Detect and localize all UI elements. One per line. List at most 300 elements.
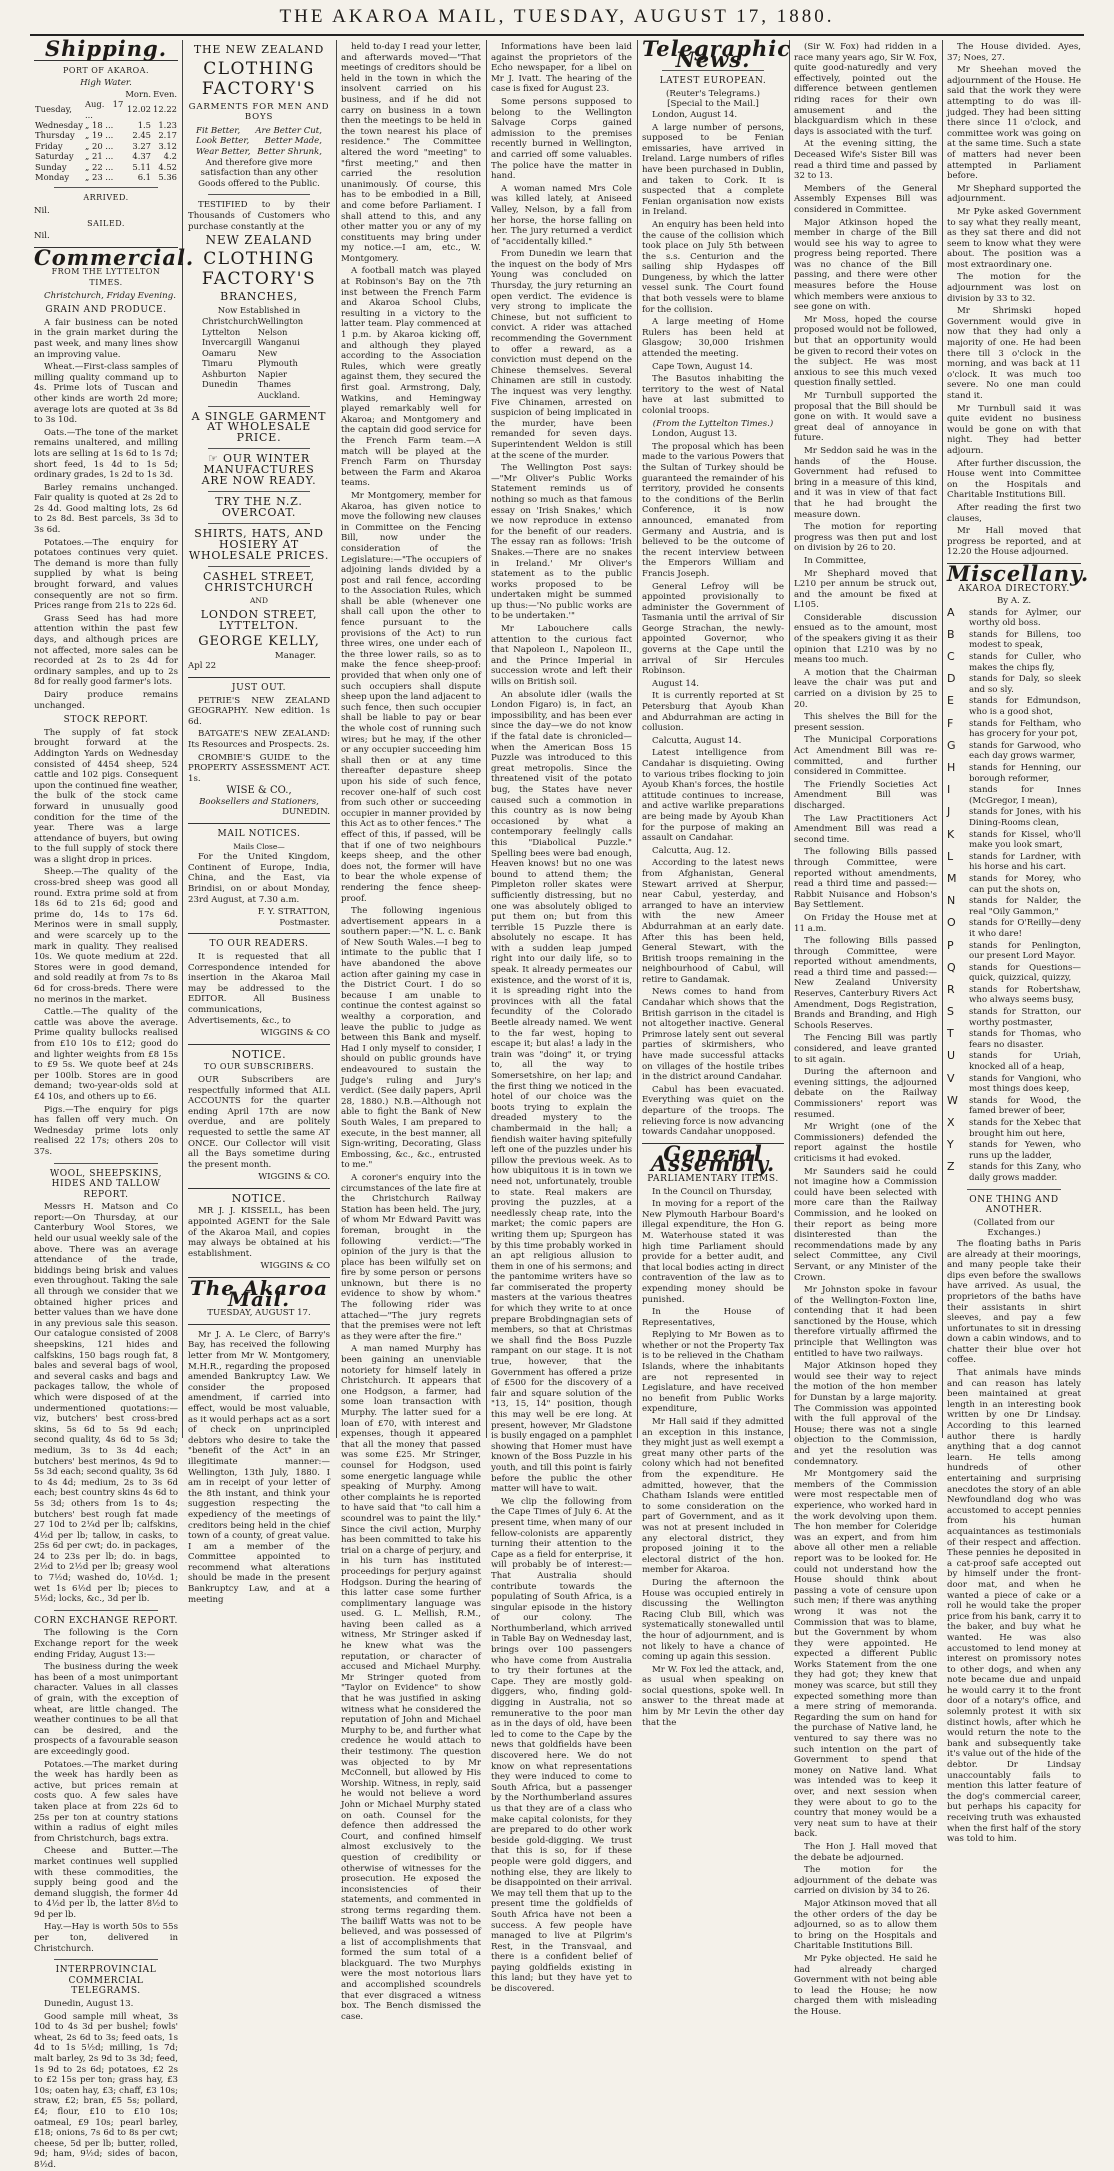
tide-cell: 3.12 bbox=[158, 140, 177, 151]
paragraph: The following is the Corn Exchange report for the week ending Friday, August 13:— bbox=[34, 1628, 178, 1660]
one-thing-articles bbox=[947, 1239, 1081, 1845]
directory-letter: U bbox=[947, 1049, 956, 1063]
parliament-report bbox=[794, 42, 937, 2017]
directory-text: stands for Innes (McGregor, I mean), bbox=[969, 785, 1081, 806]
paragraph: News comes to hand from Candahar which shows that the British garrison in the citadel is not altogether inactive. General Primrose lately sent out several parties of skirmishers, who have made successful attacks on villages of the hostile tribes in the district around Candahar. bbox=[642, 987, 784, 1083]
paragraph: Considerable discussion ensued as to the amount, most of the speakers giving it as their opinion that L210 was by no means too much. bbox=[794, 612, 937, 666]
paragraph: A coroner's enquiry into the circumstances of the late fire at the Christchurch Railway Station has been held. The jury, of whom Mr Edward Pavitt was foreman, brought in the following verdict:—"The opinion of the jury is that the place has been wilfully set on fire by some person or persons unknown, but there is no evidence to show by whom." The following rider was attached—"The jury regrets that the premises were not left as they were after the fire." bbox=[341, 1172, 481, 1342]
paragraph: After reading the first two clauses, bbox=[947, 502, 1081, 524]
notice-heading: NOTICE. bbox=[231, 1047, 287, 1061]
tide-cell: „ 21 ... bbox=[84, 151, 114, 162]
directory-item bbox=[947, 896, 1081, 917]
ad-line: DUNEDIN. bbox=[282, 807, 330, 818]
ad-line: Better Made, bbox=[264, 136, 322, 147]
paragraph: A large number of persons, supposed to be Fenian emissaries, have arrived in Ireland. Large numbers of rifles have been purchased in Dublin, and taken to Cork. It is suspected that a complete Fenian organisation now exists in Ireland. bbox=[642, 122, 784, 218]
column-rule bbox=[637, 40, 638, 1438]
directory-item bbox=[947, 960, 1081, 984]
ad-body: TESTIFIED to by their Thousands of Customers who purchase constantly at the bbox=[188, 200, 330, 232]
paragraph: Mr Montgomery, member for Akaroa, has given notice to move the following new clauses in Committee on the Fencing Bill, now under the consideration of the Legislature:—"The occupiers of adjoining lands divided by a post and rail fence, according to the Association Rules, which shall be able (whenever one shall call upon the other to fence pursuant to the provisions of the Act) to run three wires, one under each of the three lower rails, so as to make the fence sheep-proof: provided that when only one of such occupiers shall dispute sheep upon the land adjacent to such fence, then such occupier shall be liable to pay or bear the whole cost of running such wires; but he may, if the other or any occupier succeeding him shall then or at any time thereafter depasture sheep upon his side of such fence, recover one-half of such cost from such other or succeeding occupier in manner provided by this Act as to other fences." The effect of this, if passed, will be that if one of two neighbours keeps sheep, and the other does not, the former will have to bear the whole expense of rendering the fence sheep-proof. bbox=[341, 490, 481, 904]
branch-name: Lyttelton bbox=[202, 326, 241, 337]
directory-letter: H bbox=[947, 761, 956, 774]
sailed-value: Nil. bbox=[34, 231, 50, 242]
source-line: FROM THE LYTTELTON TIMES. bbox=[51, 267, 161, 287]
paragraph: Barley remains unchanged. Fair quality is quoted at 2s 2d to 2s 4d. Good malting lots, 2s 6d to 2s 8d. Best parcels, 3s 3d to 3s 6d. bbox=[34, 482, 178, 536]
directory-letter: T bbox=[947, 1027, 954, 1041]
source-line: [Special to the Mail.] bbox=[667, 99, 759, 110]
tide-cell: Saturday bbox=[35, 151, 74, 162]
directory-letter: Z bbox=[947, 1160, 955, 1174]
tide-heading: High Water. bbox=[80, 78, 132, 89]
directory-letter: N bbox=[947, 894, 956, 908]
paragraph: A fair business can be noted in the grain market during the past week, and many lines show an improving value. bbox=[34, 317, 178, 360]
paragraph: The Wellington Post says:—"Mr Oliver's Public Works Statement reminds us of nothing so much as that famous essay on 'Irish Snakes,' which we now reproduce in extenso for the benefit of our readers. The essay ran as follows: 'Irish Snakes.—There are no snakes in Ireland.' Mr Oliver's statement as to the public works proposed to be undertaken might be summed up thus:—'No public works are to be undertaken.'" bbox=[491, 463, 632, 622]
tide-row bbox=[34, 130, 178, 140]
paragraph: The proposal which has been made to the various Powers that the Sultan of Turkey should be guaranteed the remainder of his territory, provided he consents to the conditions of the Berlin Conference, it is now announced, emanated from Germany and Austria, and is believed to be the outcome of the recent interview between the Emperors William and Francis Joseph. bbox=[642, 441, 784, 579]
ad-signature: WIGGINS & CO bbox=[260, 1028, 330, 1039]
paragraph: In the House of Representatives, bbox=[642, 1307, 784, 1328]
tide-row bbox=[34, 120, 178, 130]
paragraph: During the afternoon and evening sittings, the adjourned debate on the Railway Commissioners' report was resumed. bbox=[794, 1067, 937, 1120]
ad-line: TRY THE N.Z. OVERCOAT. bbox=[215, 495, 303, 519]
interprovincial-heading: INTERPROVINCIAL COMMERCIAL TELEGRAMS. bbox=[55, 1965, 157, 1997]
telegrams bbox=[642, 429, 784, 1138]
directory-item bbox=[947, 627, 1081, 651]
paper-date: TUESDAY, AUGUST 17. bbox=[207, 1308, 311, 1319]
directory-letter: G bbox=[947, 738, 956, 752]
tide-cell: 4.52 bbox=[158, 161, 177, 172]
paragraph: The following Bills passed through Committee, were reported without amendments, read a third time and passed:—Rabbit Nuisance and Hobson's Bay Settlement. bbox=[794, 847, 937, 911]
paragraph: Mr Seddon said he was in the hands of the House. Government had refused to bring in a measure of this kind, and it was in view of that fact that he had brought the measure down. bbox=[794, 445, 937, 520]
branch-name: Ashburton bbox=[202, 368, 247, 379]
source-line: (From the Lyttelton Times.) bbox=[652, 418, 774, 429]
paragraph: Major Atkinson moved that all the other orders of the day be adjourned, so as to allow them to bring on the Hospitals and Charitable Institutions Bill. bbox=[794, 1898, 937, 1952]
book-list bbox=[188, 696, 330, 785]
dateline: Christchurch, Friday Evening. bbox=[44, 290, 176, 301]
paragraph: PETRIE'S NEW ZEALAND GEOGRAPHY. New edition. 1s 6d. bbox=[188, 695, 330, 727]
directory-text: stands for Kissel, who'll make you look smart, bbox=[969, 829, 1081, 851]
paragraph: Mr Turnbull said it was quite evident no business would be gone on with that night. They had better adjourn. bbox=[947, 403, 1081, 456]
directory-letter: K bbox=[947, 827, 955, 841]
telegraphic-heading: Telegraphic News. bbox=[642, 36, 791, 72]
ad-line: Apl 22 bbox=[188, 661, 217, 672]
directory-text: stands for Aylmer, our worthy old boss. bbox=[969, 607, 1081, 629]
tide-cell: Tuesday, bbox=[35, 104, 72, 115]
tide-cell: Even. bbox=[153, 88, 177, 99]
column-advertisements bbox=[188, 42, 330, 1605]
directory-item bbox=[947, 827, 1081, 851]
paragraph: Replying to Mr Bowen as to whether or not the Property Tax is to be relieved in the Chatham Islands, where the inhabitants are not represented in Legislature, and have received no benefit from Public Works expenditure, bbox=[642, 1330, 784, 1415]
paragraph: Mr Turnbull supported the proposal that the Bill should be gone on with. It would save a great deal of annoyance in future. bbox=[794, 391, 937, 444]
paragraph: From Dunedin we learn that the inquest on the body of Mrs Young was concluded on Thursday, the jury returning an open verdict. The evidence is very strong to implicate the Chinese, but not sufficient to convict. A rider was attached recommending the Government to offer a reward, as a conviction must depend on the Chinese themselves. Several Chinamen are still in custody. The inquest was very lengthy. Five Chinamen, arrested on suspicion of being implicated in the murder, have been remanded for seven days. Superintendent Weldon is still at the scene of the murder. bbox=[491, 249, 632, 461]
directory-text: stands for Yewen, who runs up the ladder, bbox=[969, 1140, 1081, 1161]
paragraph: Potatoes.—The enquiry for potatoes continues very quiet. The demand is more than fully supplied by what is being brought forward, and values consequently are not so firm. Prices range from 21s to 22s 6d. bbox=[34, 537, 178, 612]
paragraph: The motion for the adjournment was lost on division by 33 to 32. bbox=[947, 272, 1081, 304]
paragraph: Calcutta, Aug. 12. bbox=[652, 845, 731, 856]
paragraph: The following ingenious advertisement appears in a southern paper:—"N. L. c. Bank of New South Wales.—I beg to intimate to the public that I have abandoned the above action after gaining my case in the District Court. I do so because I am unable to continue the contest against so wealthy a corporation, and leave the public to judge as between this Bank and myself. Had I only myself to consider, I should on public grounds have endeavoured to sustain the Judge's ruling and Jury's verdict. (See daily papers, April 28, 1880.) N.B.—Although not able to fight the Bank of New South Wales, I am prepared to execute, in the best manner, all Sign-writing, Decorating, Glass Embossing, &c., &c., entrusted to me." bbox=[341, 906, 481, 1171]
paragraph: Mr Moss, hoped the course proposed would not be followed, but that an opportunity would be given to record their votes on the subject. He was most anxious to see this much vexed question finally settled. bbox=[794, 314, 937, 389]
paragraph: A football match was played at Robinson's Bay on the 7th inst between the French Farm and Akaroa School Clubs, resulting in a victory to the latter team. Play commenced at 1 p.m. by Akaroa kicking off, and although they played according to the Association Rules, which were greatly against them, they secured the first goal. Armstrong, Daly, Watkins, and Hemingway played remarkably well for Akaroa; and Montgomery and the captain did good service for the French Farm team.—A match will be played at the French Farm on Thursday between the Farm and Akaroa teams. bbox=[341, 266, 481, 489]
column-parliament bbox=[794, 42, 937, 2017]
telegrams bbox=[642, 110, 784, 417]
ad-line: BRANCHES, bbox=[220, 289, 298, 303]
divider bbox=[208, 448, 310, 449]
paragraph: Major Atkinson hoped the member in charge of the Bill would see his way to agree to progress being reported. There was no chance of the Bill passing, and there were other measures before the House which members were anxious to see gone on with. bbox=[794, 217, 937, 313]
directory-list bbox=[947, 605, 1081, 1184]
branch-name: Christchurch bbox=[202, 315, 258, 326]
grain-heading: GRAIN AND PRODUCE. bbox=[45, 305, 167, 316]
column-local-news bbox=[341, 42, 481, 2022]
paragraph: Mr Pyke asked Government to say what they really meant, as they sat there and did not seem to know what they were about. The position was a most extraordinary one. bbox=[947, 206, 1081, 270]
paragraph: The business during the week has been of a most unimportant character. Values in all classes of grain, with the exception of wheat, are little changed. The weather continues to be all that can be desired, and the prospects of a favourable season are exceedingly good. bbox=[34, 1662, 178, 1757]
directory-item bbox=[947, 1140, 1081, 1161]
paragraph: A woman named Mrs Cole was killed lately, at Aniseed Valley, Nelson, by a fall from her horse, the horse falling on her. The jury returned a verdict of "accidentally killed." bbox=[491, 183, 632, 247]
paragraph: An absolute idler (wails the London Figaro) is, in fact, an impossibility, and has been ever since the day—we do not know if the fatal date is chronicled—when the American Boss 15 Puzzle was introduced to this great metropolis. Since the threatened visit of the potato bug, the States have never caused such a commotion in this country as is now being occasioned by what a contemporary feelingly calls this "Diabolical Puzzle." Spelling bees were bad enough, Heaven knows! but no one was bound to attend them; the Pimpleton roller skates were sufficiently distressing, but no one was absolutely obliged to put them on; but from this terrible 15 Puzzle there is absolutely no escape. It has with a sudden leap jumped right into our daily life, so to speak. It already permeates our existence, and the worst of it is, it is spreading right into the provinces with all the fatal fecundity of the Colorado Beetle already named. We went to the far west, hoping to escape it; but alas! a lady in the train was "doing" it, or trying to, all the way to Somersetshire, on her lap; and the first thing we noticed in the hotel of our choice was the boots trying to explain the dreaded mystery to the chambermaid in the hall; a fiendish waiter having spitefully left one of the puzzles under his pillow the previous week. As to how ubiquitous it is in town we need not, unfortunately, trouble to state. Real makers are proving the puzzles, at a needlessly cheap rate, into the market; the comic papers are writing them up; Spurgeon has by this time probably worked in an apt religious allusion to them in one of his sermons; and the pantomime writers have so far commiserated the property masters at the various theatres for which they write to at once prepare Brobdingnagian sets of members, so that at Christmas we shall find the Boss Puzzle rampant on our stage. It is not true, however, that the Government has offered a prize of £500 for the discovery of a fair and square solution of the "13, 15, 14" position, though this may well be ere long. At present, however, Mr Gladstone is busily engaged on a pamphlet showing that Homer must have known of the Boss Puzzle in his youth, and till this point is fairly before the public the other matter will have to wait. bbox=[491, 689, 632, 1495]
directory-text: stands for Penlington, our present Lord Mayor. bbox=[969, 940, 1081, 962]
directory-heading: AKAROA DIRECTORY. bbox=[958, 583, 1070, 594]
ad-signature: WIGGINS & CO. bbox=[258, 1172, 330, 1183]
ad-line: NEW ZEALAND bbox=[205, 233, 313, 248]
parliament-report-end bbox=[947, 42, 1081, 558]
directory-item bbox=[947, 605, 1081, 629]
divider bbox=[54, 1610, 158, 1611]
directory-letter: J bbox=[947, 805, 951, 819]
subscribers-body: OUR Subscribers are respectfully informed that ALL ACCOUNTS for the quarter ending April 17th are now overdue, and are politely requested to settle the same AT ONCE. Our Collector will visit all the Bays sometime during the present month. bbox=[188, 1074, 330, 1170]
paragraph: The Basutos inhabiting the territory to the west of Natal have at last submitted to colonial troops. bbox=[642, 374, 784, 416]
tide-cell: 12.22 bbox=[153, 104, 177, 115]
paragraph: At the evening sitting, the Deceased Wife's Sister Bill was read a third time and passed by 32 to 13. bbox=[794, 139, 937, 182]
paragraph: Messrs H. Matson and Co report:—On Thursday, at our Canterbury Wool Stores, we held our usual weekly sale of the above. There was an average attendance of the trade, biddings being brisk and values even throughout. Taking the sale all through we consider that we obtained higher prices and better values than we have done in any previous sale this season. Our catalogue consisted of 2008 sheepskins, 121 hides and calfskins, 150 bags rough fat, 8 bales and several bags of wool, and several casks and bags and packages tallow, the whole of which were disposed of at the undermentioned quotations:—viz, butchers' best cross-bred skins, 5s 6d to 5s 9d each; second quality, 4s 6d to 5s 3d; medium, 3s to 3s 4d each; butchers' best merinos, 4s 9d to 5s 3d each; second quality, 3s 6d to 4s 4d; medium, 2s to 3s 6d each; best country skins 4s 6d to 5s 3d; others from 1s to 4s; butchers' best rough fat made 27 10d to 2¼d per lb; calfskins, 4½d per lb; tallow, in casks, to 25s 6d per cwt; do. in packages, 24 to 23s per lb; do. in bags, 2½d to 2½d per lb; greasy wool to 7½d; washed do, 10½d. 1; wet 1s 6½d per lb; pieces to 5½d; locks, &c., 3d per lb. bbox=[34, 1202, 178, 1605]
directory-item bbox=[947, 938, 1081, 962]
tide-cell: 5.36 bbox=[158, 172, 177, 183]
parliamentary-heading: PARLIAMENTARY ITEMS. bbox=[647, 1173, 779, 1184]
grain-report bbox=[34, 318, 178, 711]
directory-text: stands for Henning, our borough reformer, bbox=[969, 763, 1081, 784]
directory-text: stands for Jones, with his Dining-Rooms clean, bbox=[969, 807, 1081, 828]
directory-item bbox=[947, 785, 1081, 806]
ad-line: Manager. bbox=[274, 650, 316, 661]
paragraph: Grass Seed has had more attention within the past few days, and although prices are not affected, more sales can be recorded at 2s to 2s 4d for ordinary samples, and up to 2s 8d for really good farmer's lots. bbox=[34, 613, 178, 688]
branch-name: Wellington bbox=[257, 315, 304, 326]
tide-cell: 1.5 bbox=[137, 120, 152, 130]
paragraph: Calcutta, August 14. bbox=[652, 735, 742, 746]
arrived-heading: ARRIVED. bbox=[83, 193, 129, 203]
directory-item bbox=[947, 1029, 1081, 1050]
divider bbox=[208, 566, 310, 567]
paragraph: The Friendly Societies Act Amendment Bill was discharged. bbox=[794, 779, 937, 811]
paragraph: Cheese and Butter.—The market continues well supplied with these commodities, the supply being good and the demand sluggish, the former 4d to 4½d per lb, the latter 8½d to 9d per lb. bbox=[34, 1846, 178, 1920]
branch-name: Wanganui bbox=[257, 337, 300, 348]
paragraph: BATGATE'S NEW ZEALAND: Its Resources and Prospects. 2s. bbox=[188, 729, 330, 750]
directory-item bbox=[947, 696, 1081, 717]
paragraph: According to the latest news from Afghanistan, General Stewart arrived at Sherpur, near Cabul, yesterday, and arranged to have an interview with the new Ameer Abdurrahman at an early date. After this has been held, General Stewart, with the British troops remaining in the neighbourhood of Cabul, will retire to Gandamak. bbox=[642, 858, 784, 985]
tide-row bbox=[34, 151, 178, 161]
clothing-ad bbox=[188, 45, 330, 189]
paragraph: Latest intelligence from Candahar is disquieting. Owing to various tribes flocking to join Ayoub Khan's forces, the hostile attitude continues to increase, and active warlike preparations are being made by Ayoub Khan for the purpose of making an assault on Candahar. bbox=[642, 748, 784, 844]
tide-row bbox=[34, 141, 178, 151]
paragraph: The Municipal Corporations Act Amendment Bill was re-committed, and further considered in Committee. bbox=[794, 735, 937, 778]
paragraph: Hay.—Hay is worth 50s to 55s per ton, delivered in Christchurch. bbox=[34, 1922, 178, 1954]
paragraph: The House divided. Ayes, 37; Noes, 27. bbox=[947, 42, 1081, 63]
ad-body: And therefore give more satisfaction than any other Goods offered to the Public. bbox=[198, 157, 320, 189]
directory-text: stands for Feltham, who has grocery for your pot, bbox=[969, 718, 1081, 740]
column-rule bbox=[486, 40, 487, 1438]
ad-line: Postmaster. bbox=[279, 917, 330, 928]
paragraph: Members of the General Assembly Expenses Bill was considered in Committee. bbox=[794, 183, 937, 215]
parliamentary-items bbox=[642, 1187, 784, 1729]
branch-name: Nelson bbox=[257, 326, 288, 337]
directory-text: stands for Edmundson, who is a good shot, bbox=[969, 696, 1081, 718]
paragraph: The supply of fat stock brought forward at the Addington Yards on Wednesday consisted of 4454 sheep, 524 cattle and 102 pigs. Consequent upon the continued fine weather, the bulk of the stock came forward in unusually good condition for the time of the year. There was a large attendance of buyers, but owing to the full supply of stock there was a slight drop in prices. bbox=[34, 727, 179, 865]
divider bbox=[208, 491, 310, 492]
tide-cell: 3.27 bbox=[132, 140, 152, 151]
divider bbox=[54, 187, 158, 188]
branch-name: Auckland. bbox=[257, 390, 301, 401]
paragraph: Mr Hall said if they admitted an exception in this instance, they might just as well exempt a great many other parts of the colony which had not benefited from the expenditure. He admitted, however, that the Chatham Islands were entitled to some consideration on the part of Government, and as it was not at present included in any electoral district, they proposed joining it to the electoral district of the hon. member for Akaroa. bbox=[642, 1417, 784, 1576]
ad-line: Booksellers and Stationers, bbox=[199, 796, 319, 807]
branches-ad bbox=[188, 200, 330, 672]
paragraph: An enquiry has been held into the cause of the collision which took place on July 5th between the s.s. Centurion and the sailing ship Hydaspes off Dungeness, by which the latter vessel sunk. The Court found that both vessels were to blame for the collision. bbox=[642, 219, 784, 315]
corn-heading: CORN EXCHANGE REPORT. bbox=[34, 1615, 178, 1626]
paragraph: Mr Wright (one of the Commissioners) defended the report against the hostile criticisms it had evoked. bbox=[794, 1122, 937, 1164]
ad-line: SHIRTS, HATS, AND HOSIERY AT WHOLESALE PRICES. bbox=[188, 527, 330, 562]
paragraph: Mr J. A. Le Clerc, of Barry's Bay, has received the following letter from Mr W. Montgomery, M.H.R., regarding the proposed amended Bankruptcy Law. We consider the proposed amendment, if carried into effect, would be most valuable, as it would perhaps act as a sort of check on unprincipled debtors who desire to take the "benefit of the Act" in an illegitimate manner:—Wellington, 13th July, 1880. I am in receipt of your letter of the 8th instant, and think your suggestion respecting the expediency of the meetings of creditors being held in the chief town of a county, of great value. I am a member of the Committee appointed to recommend what alterations should be made in the present Bankruptcy Law, and at a meeting bbox=[188, 1329, 330, 1605]
paragraph: That animals have minds and can reason has lately been maintained at great length in an interesting book written by one Dr Lindsay. According to this learned author there is hardly anything that a dog cannot learn. He tells among hundreds of other entertaining and surprising anecdotes the story of an able Newfoundland dog who was accustomed to accept pennies from his human acquaintances as testimonials of their respect and affection. These pennies he deposited in a cat-proof safe accepted out by himself under the front-door mat, and when he wanted a piece of cake or a roll he would take the proper price from his bank, carry it to the baker, and buy what he wanted. He was also accustomed to lend money at interest on promissory notes to other dogs, and when any note became due and unpaid he would carry it to the front door of a notary's office, and solemnly protest it with six distinct howls, after which he would return the note to the bank and subsequently take it's value out of the hide of the debtor. Dr Lindsay unaccountably fails to mention this latter feature of the dog's commercial career, but perhaps his capacity for receiving truth was exhausted when the first half of the story was told to him. bbox=[947, 1368, 1081, 1845]
tide-row bbox=[34, 89, 178, 99]
divider bbox=[208, 194, 310, 195]
directory-text: stands for Wood, the famed brewer of beer, bbox=[969, 1095, 1081, 1117]
directory-text: stands for Garwood, who each day grows warmer, bbox=[969, 740, 1081, 762]
paragraph: August 14. bbox=[652, 678, 700, 689]
directory-item bbox=[947, 849, 1081, 873]
paragraph: In the Council on Thursday, bbox=[652, 1186, 773, 1197]
paragraph: A large meeting of Home Rulers has been held at Glasgow; 30,000 Irishmen attended the meeting. bbox=[642, 317, 784, 360]
directory-text: stands for Nalder, the real "Oily Gammon," bbox=[969, 896, 1081, 917]
directory-letter: L bbox=[947, 849, 954, 863]
tide-cell: 4.2 bbox=[163, 151, 177, 162]
paragraph: London, August 13. bbox=[652, 429, 738, 440]
ad-line: CASHEL STREET, CHRISTCHURCH bbox=[203, 570, 315, 594]
corn-report bbox=[34, 1628, 178, 1954]
tide-table bbox=[34, 89, 178, 183]
paragraph: Mr Shephard supported the adjournment. bbox=[947, 183, 1081, 205]
paragraph: Cabul has been evacuated. Everything was quiet on the departure of the troops. The relieving force is now advancing towards Candahar unopposed. bbox=[642, 1084, 784, 1138]
directory-letter: V bbox=[947, 1071, 955, 1085]
tide-cell: 2.45 bbox=[132, 130, 152, 141]
tide-row bbox=[34, 172, 178, 182]
paragraph: It is currently reported at St Petersburg that Ayoub Khan and Abdurrahman are acting in collusion. bbox=[642, 691, 784, 734]
latest-heading: LATEST EUROPEAN. bbox=[659, 76, 767, 87]
paragraph: The motion for the adjournment of the debate was carried on division by 34 to 26. bbox=[794, 1865, 937, 1897]
divider bbox=[208, 523, 310, 524]
divider bbox=[54, 1163, 158, 1164]
paragraph: The Hon J. Hall moved that the debate be adjourned. bbox=[794, 1841, 937, 1863]
paragraph: General Lefroy will be appointed provisionally to administer the Government of Tasmania until the arrival of Sir George Strachan, the newly-appointed Governor, who governs at the Cape until the arrival of Sir Hercules Robinson. bbox=[642, 581, 784, 677]
directory-letter: B bbox=[947, 627, 955, 641]
ad-line: WISE & CO., bbox=[226, 785, 292, 797]
subscribers-heading: TO OUR SUBSCRIBERS. bbox=[203, 1062, 315, 1072]
tide-cell: 2.17 bbox=[158, 130, 177, 141]
branch-name: Napier bbox=[257, 368, 288, 379]
directory-letter: O bbox=[947, 916, 956, 930]
paragraph: In moving for a report of the New Plymouth Harbour Board's illegal expenditure, the Hon G. M. Waterhouse stated it was high time Parliament should provide for a better audit, and that local bodies acting in direct contravention of the law as to expending money should be punished. bbox=[642, 1199, 784, 1305]
column-miscellany bbox=[947, 42, 1090, 1845]
directory-item bbox=[947, 763, 1081, 784]
branch-name: Dunedin bbox=[202, 379, 238, 390]
branch-name: New Plymouth bbox=[257, 347, 298, 369]
paragraph: Wheat.—First-class samples of milling quality command up to 4s. Prime lots of Tuscan and other kinds are worth 2d more; average lots are quoted at 3s 8d to 3s 10d. bbox=[34, 362, 178, 426]
commercial-heading: Commercial. bbox=[34, 244, 195, 270]
tide-cell: Friday bbox=[35, 140, 63, 151]
directory-text: stands for Questions—quick, quizzical, quizzy, bbox=[969, 962, 1081, 984]
paragraph: Mr Sheehan moved the adjournment of the House. He said that the work they were attempting to do was ill-judged. They had been sitting there since 11 o'clock, and committee work was going on at the same time. Such a state of matters had never been attempted in Parliament before. bbox=[947, 65, 1081, 182]
directory-item bbox=[947, 1162, 1081, 1183]
tide-cell: „ 20 ... bbox=[84, 140, 114, 151]
directory-letter: C bbox=[947, 650, 955, 664]
agent-notice-body: MR J. J. KISSELL, has been appointed AGENT for the Sale of the Akaroa Mail, and copies may always be obtained at his establishment. bbox=[188, 1206, 330, 1259]
directory-item bbox=[947, 807, 1081, 828]
paragraph: A motion that the Chairman leave the chair was put and carried on a division by 25 to 20. bbox=[794, 667, 937, 710]
source-line: (Collated from our Exchanges.) bbox=[973, 1217, 1055, 1239]
column-rule bbox=[942, 40, 943, 1438]
tide-cell: „ 22 ... bbox=[84, 161, 114, 172]
directory-item bbox=[947, 918, 1081, 939]
tide-cell: 1.23 bbox=[158, 120, 177, 130]
branch-name: Invercargill bbox=[202, 337, 252, 348]
paragraph: Mr W. Fox led the attack, and, as usual when speaking on social questions, spoke well. In answer to the threat made at him by Mr Levin the other day that the bbox=[642, 1664, 784, 1728]
directory-text: stands for the Xebec that brought him out here, bbox=[969, 1118, 1081, 1139]
interprovincial-report bbox=[34, 1999, 178, 2171]
paragraph: The Law Practitioners Act Amendment Bill was read a second time. bbox=[794, 813, 937, 845]
ad-line: ☞ OUR WINTER MANUFACTURES ARE NOW READY. bbox=[201, 452, 317, 487]
directory-text: stands for Culler, who makes the chips fly, bbox=[969, 652, 1081, 673]
paragraph: Informations have been laid against the proprietors of the Echo newspaper, for a libel on Mr J. Ivatt. The hearing of the case is fixed for August 23. bbox=[491, 42, 632, 95]
paragraph: The motion for reporting progress was then put and lost on division by 26 to 20. bbox=[794, 522, 937, 554]
leader-article bbox=[188, 1330, 330, 1605]
notice-heading: NOTICE. bbox=[231, 1191, 287, 1205]
directory-item bbox=[947, 738, 1081, 762]
paragraph: Cattle.—The quality of the cattle was above the average. Prime quality bullocks realised from £10 10s to £12; good do and lighter weights from £8 15s to £9 5s. We quote beef at 24s per 100lb. Stores are in good demand; two-year-olds sold at £4 10s, and others up to £6. bbox=[34, 1007, 178, 1102]
tide-cell: 4.37 bbox=[132, 151, 152, 162]
port-heading: PORT OF AKAROA. bbox=[63, 65, 149, 75]
directory-letter: Q bbox=[947, 960, 956, 974]
branch-name: Oamaru bbox=[202, 347, 237, 358]
directory-item bbox=[947, 1007, 1081, 1028]
directory-author: By A. Z. bbox=[996, 596, 1032, 607]
ad-signature: GEORGE KELLY, bbox=[198, 634, 320, 650]
divider bbox=[188, 1188, 330, 1189]
directory-text: stands for O'Reilly—deny it who dare! bbox=[969, 918, 1081, 939]
one-thing-heading: ONE THING AND ANOTHER. bbox=[969, 1194, 1059, 1216]
stock-report bbox=[34, 728, 178, 1158]
divider bbox=[208, 406, 310, 407]
directory-item bbox=[947, 1118, 1081, 1139]
directory-item bbox=[947, 716, 1081, 740]
directory-letter: D bbox=[947, 672, 956, 686]
directory-text: stands for Vangioni, who most things does keep, bbox=[969, 1073, 1081, 1095]
stock-heading: STOCK REPORT. bbox=[63, 715, 149, 726]
ad-signature: WIGGINS & CO bbox=[260, 1261, 330, 1272]
directory-letter: Y bbox=[947, 1138, 954, 1152]
tide-cell: „ 19 ... bbox=[84, 130, 114, 141]
directory-text: stands for this Zany, who daily grows madder. bbox=[969, 1162, 1081, 1183]
directory-text: stands for Lardner, with his horse and his cart. bbox=[969, 851, 1081, 873]
divider bbox=[188, 823, 330, 824]
directory-letter: I bbox=[947, 783, 951, 797]
ad-line: Now Established in bbox=[217, 305, 301, 316]
tide-cell bbox=[34, 89, 84, 99]
directory-item bbox=[947, 871, 1081, 895]
directory-text: stands for Morey, who can put the shots on, bbox=[969, 873, 1081, 895]
local-news bbox=[341, 42, 481, 2022]
directory-text: stands for Thomas, who fears no disaster. bbox=[969, 1029, 1081, 1050]
tide-cell: Thursday bbox=[35, 130, 75, 141]
tide-cell: 6.1 bbox=[137, 172, 152, 183]
ad-line: A SINGLE GARMENT AT WHOLESALE PRICE. bbox=[191, 409, 327, 444]
paragraph: Mr Pyke objected. He said he had already charged Government with not being able to lead the House; he now charged them with misleading the House. bbox=[794, 1953, 937, 2017]
divider bbox=[54, 1959, 158, 1960]
tide-cell: Aug. 17 ... bbox=[84, 99, 124, 120]
divider bbox=[188, 1324, 330, 1325]
paragraph: Good sample mill wheat, 3s 10d to 4s 3d per bushel; fowls' wheat, 2s 6d to 3s; feed oats, 1s 4d to 1s 5½d; milling, 1s 7d; malt barley, 2s 9d to 3s 3d; feed, 1s 9d to 2s 6d; potatoes, £2 2s to £2 15s per ton; grass hay, £3 10s; oaten hay, £3; chaff, £3 10s; straw, £2; bran, £5 5s; pollard, £4; flour, £10 to £10 10s; oatmeal, £9 10s; pearl barley, £18; onions, 7s 6d to 8s per cwt; cheese, 5d per lb; butter, rolled, 9d; ham, 9½d; sides of bacon, 8½d. bbox=[34, 2011, 178, 2170]
source-line: (Reuter's Telegrams.) bbox=[666, 88, 760, 99]
tide-cell bbox=[84, 89, 124, 99]
ad-signature: F. Y. STRATTON, bbox=[257, 907, 330, 918]
paragraph: A man named Murphy has been gaining an unenviable notoriety for himself lately in Christchurch. It appears that one Hodgson, a farmer, had some loan transaction with Murphy. The latter sued for a loan of £70, with interest and expenses, though it appeared that all the money that passed was some £25. Mr Stringer, counsel for Hodgson, used some energetic language while speaking of Murphy. Among other complaints he is reported to have said that "to call him a scoundrel was to paint the lily." Since the civil action, Murphy has been committed to take his trial on a charge of perjury, and in his turn has instituted proceedings for perjury against Hodgson. During the hearing of this latter case some further complimentary language was used. G. L. Mellish, R.M., having been called as a witness, Mr Stringer asked if he knew what was the reputation, or character of accused and Michael Murphy. Mr Stringer quoted from "Taylor on Evidence" to show that he was justified in asking witness what he considered the reputation of John and Michael Murphy to be, and further what credence he would attach to their testimony. The question was objected to by Mr McConnell, but allowed by His Worship. Witness, in reply, said he would not believe a word John or Michael Murphy stated on oath. Counsel for the defence then addressed the Court, and confined himself almost exclusively to the question of credibility or otherwise of witnesses for the prosecution. He exposed the inconsistencies of their statements, and commented in strong terms regarding them. The bailiff Watts was not to be believed, and was possessed of a list of accomplishments that formed the sum total of a blackguard. The two Murphys were the most notorious liars and accomplished scoundrels that ever disgraced a witness box. The Bench dismissed the case. bbox=[341, 1344, 481, 2022]
directory-letter: S bbox=[947, 1005, 954, 1019]
directory-letter: M bbox=[947, 871, 957, 885]
paragraph: Mr Saunders said he could not imagine how a Commission could have been selected with more care than the Railway Commission, and he looked on their report as being more disinterested than the recommendations made by any select Committee, any Civil Servant, or any Minister of the Crown. bbox=[794, 1166, 937, 1283]
divider bbox=[967, 1189, 1061, 1190]
branch-name: Timaru bbox=[202, 358, 233, 369]
paragraph: Mr Montgomery said the members of the Commission were most respectable men of experience, who worked hard in the work devolving upon them. The hon member for Coleridge was an expert, and from him above all other men a reliable report was to be looked for. He could not understand how the House should think about passing a vote of censure upon such men; if there was anything wrong it was not the Commission that was to blame, but the Government by whom they were appointed. He expected a different Public Works Statement from the one they had got; they knew that money was scarce, but still they expected something more than a mere string of memoranda. Regarding the sum on hand for the purchase of Native land, he ventured to say there was no such intention on the part of Government to spend that money on Native land. What was intended was to keep it over, and next session when they were about to go to the country that money would be a very neat sum to have at their back. bbox=[794, 1469, 937, 1840]
divider bbox=[188, 933, 330, 934]
paragraph: Oats.—The tone of the market remains unaltered, and milling lots are selling at 1s 6d to 1s 7d; short feed, 1s 4d to 1s 5d; ordinary grades, 1s 2d to 1s 3d. bbox=[34, 427, 178, 481]
general-news bbox=[491, 42, 632, 1995]
tide-cell: 12.02 bbox=[127, 104, 152, 115]
readers-heading: TO OUR READERS. bbox=[209, 939, 309, 950]
ad-headline: CLOTHING FACTORY'S bbox=[201, 248, 317, 289]
column-rule bbox=[789, 40, 790, 1438]
paragraph: Dunedin, August 13. bbox=[44, 1999, 134, 2010]
ad-line: Are Better Cut, bbox=[255, 125, 322, 136]
directory-item bbox=[947, 1071, 1081, 1095]
paragraph: Potatoes.—The market during the week has hardly been as active, but prices remain at costs quo. A few sales have taken place at from 22s 6d to 25s per ton at country stations within a radius of eight miles from Christchurch, bags extra. bbox=[34, 1759, 178, 1844]
tide-cell: Wednesday bbox=[35, 120, 83, 130]
paragraph: Mr Shephard moved that L210 per annum be struck out, and the amount be fixed at L105. bbox=[794, 568, 937, 611]
directory-text: stands for Stratton, our worthy postmaster, bbox=[969, 1007, 1081, 1028]
ad-line: Better Shrunk, bbox=[257, 146, 322, 157]
ad-line: Fit Better, bbox=[196, 125, 241, 136]
tide-row bbox=[34, 162, 178, 172]
paragraph: Mr Hall moved that progress be reported, and at 12.20 the House adjourned. bbox=[947, 526, 1081, 558]
branch-name: Thames bbox=[257, 379, 291, 390]
paragraph: Mr Shrimski hoped Government would give in now that they had only a majority of one. He had been there till 3 o'clock in the morning, and was back at 11 o'clock. It was much too severe. No one man could stand it. bbox=[947, 306, 1081, 401]
directory-letter: W bbox=[947, 1093, 958, 1107]
paragraph: Mr Labouchere calls attention to the curious fact that Napoleon I., Napoleon II., and the Prince Imperial in succession wrote and left their wills on British soil. bbox=[491, 624, 632, 688]
tide-cell: „ 18 ... bbox=[84, 120, 114, 130]
paragraph: held to-day I read your letter, and afterwards moved—"That meetings of creditors should be held in the town in which the insolvent carried on his business, and if he did not carry on business in a town then the meetings to be held in the town nearest his place of residence." The Committee altered the word "meeting" to "first meeting," and then carried the resolution unanimously. Of course, this has to be embodied in a Bill, and come before Parliament. I shall attend to this, and any other matter you or any of my constituents may bring under my notice.—I am, etc., W. Montgomery. bbox=[341, 42, 481, 264]
paragraph: The Fencing Bill was partly considered, and leave granted to sit again. bbox=[794, 1033, 937, 1065]
paragraph: Cape Town, August 14. bbox=[652, 361, 753, 372]
tide-cell: „ 23 ... bbox=[84, 172, 114, 183]
directory-text: stands for Robertshaw, who always seems busy, bbox=[969, 984, 1081, 1006]
shipping-heading: Shipping. bbox=[44, 36, 168, 61]
paragraph: The following Bills passed through Committee, were reported without amendments, read a third time and passed:—New Zealand University Reserves, Canterbury Rivers Act Amendment, Dogs Registration, Brands and Branding, and High Schools Reserves. bbox=[794, 936, 937, 1031]
divider bbox=[188, 1044, 330, 1045]
paragraph: Sheep.—The quality of the cross-bred sheep was good all round. Extra prime sold at from 18s 6d to 21s 6d; good and prime do, 14s to 17s 6d. Merinos were in small supply, and were scarcely up to the mark in quality. They realised 10s. We quote medium at 22d. Stores were in good demand, and sold readily at from 7s to 8s 6d for cross-breds. There were no merinos in the market. bbox=[34, 867, 178, 1005]
divider bbox=[188, 677, 330, 678]
wool-heading: WOOL, SHEEPSKINS, HIDES AND TALLOW REPORT. bbox=[49, 1168, 163, 1200]
